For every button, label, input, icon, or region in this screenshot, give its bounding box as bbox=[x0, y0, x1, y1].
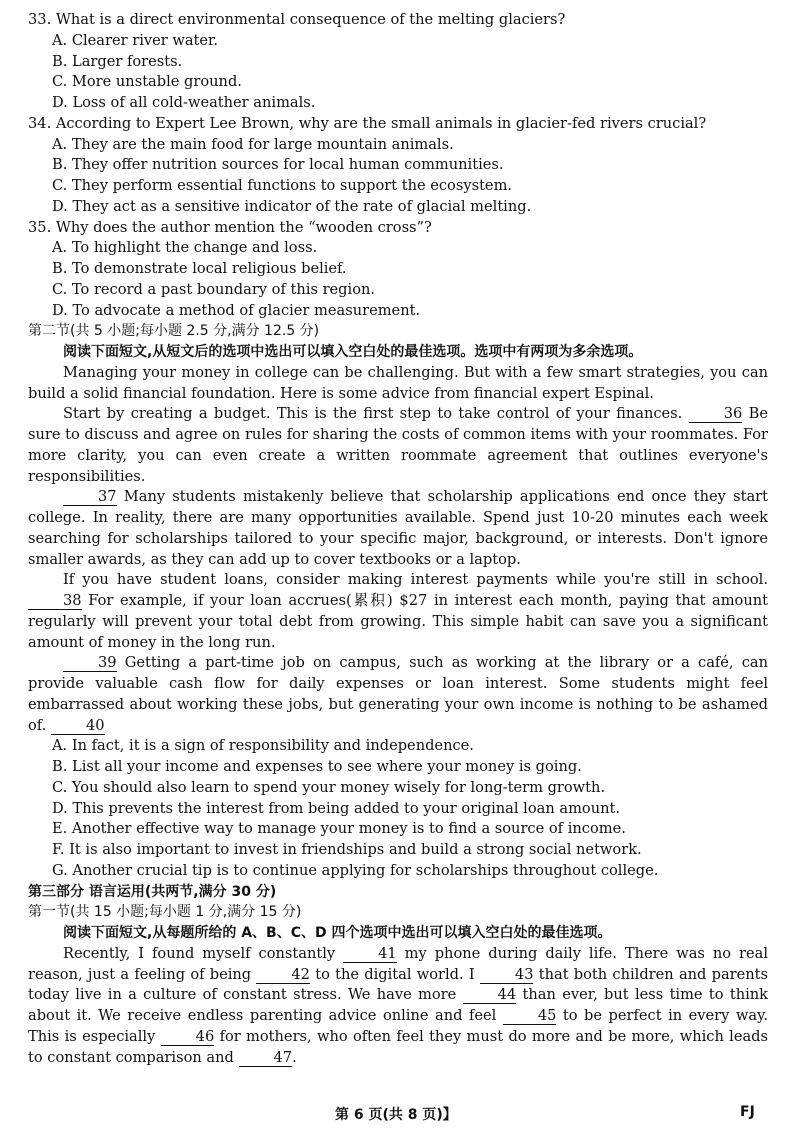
choice-f: F. It is also important to invest in friendships and build a strong social network. bbox=[52, 841, 642, 858]
paragraph-text: that both children and parents today live in a culture of constant stress. We have more bbox=[28, 965, 769, 1004]
answer-blank-43: 43 bbox=[480, 966, 534, 984]
cloze-paragraph bbox=[28, 944, 768, 1069]
choice-e: E. Another effective way to manage your money is to find a source of income. bbox=[52, 820, 626, 838]
option-b: B. To demonstrate local religious belief. bbox=[52, 260, 347, 277]
paper-code: FJ bbox=[740, 1104, 755, 1120]
paragraph-text: to be perfect in every way. This is especially bbox=[28, 1007, 769, 1045]
answer-blank-45: 45 bbox=[503, 1007, 557, 1025]
answer-blank-39: 39 bbox=[63, 654, 117, 672]
paragraph-text: Be sure to discuss and agree on rules for sharing the costs of common items with your roommates. For more clarity, you can even create a written roommate agreement that outlines everyone's responsibilities. bbox=[28, 405, 769, 485]
exam-page bbox=[28, 10, 768, 1068]
paragraph-text: Getting a part-time job on campus, such as working at the library or a café, can provide valuable cash flow for daily expenses or loan interest. Some students might feel embarrassed about working these jobs, but generating your own income is nothing to be ashamed of. bbox=[28, 654, 768, 734]
option-c: C. More unstable ground. bbox=[52, 73, 242, 91]
choice-b: B. List all your income and expenses to see where your money is going. bbox=[52, 758, 582, 775]
choice-d: D. This prevents the interest from being added to your original loan amount. bbox=[52, 799, 620, 817]
answer-blank-40: 40 bbox=[51, 717, 105, 735]
section-instruction: 阅读下面短文,从短文后的选项中选出可以填入空白处的最佳选项。选项中有两项为多余选项。 bbox=[63, 344, 643, 360]
choice-c: C. You should also learn to spend your money wisely for long-term growth. bbox=[52, 778, 606, 796]
page-number: 第 6 页(共 8 页)】 bbox=[335, 1107, 457, 1123]
paragraph-text: For example, if your loan accrues(累积) $27 in interest each month, paying that amount regularly will prevent your total debt from growing. This simple habit can save you a significant amount of money in the long run. bbox=[28, 592, 768, 651]
answer-blank-41: 41 bbox=[343, 945, 397, 963]
section-heading: 第一节(共 15 小题;每小题 1 分,满分 15 分) bbox=[28, 904, 302, 921]
paragraph-text: for mothers, who often feel they must do more and be more, which leads to constant comparison and bbox=[28, 1027, 769, 1066]
paragraph-text: Start by creating a budget. This is the first step to take control of your finances. bbox=[63, 405, 683, 423]
question-stem: 34. According to Expert Lee Brown, why are the small animals in glacier-fed rivers crucial? bbox=[28, 114, 707, 132]
paragraph-text: than ever, but less time to think about it. We receive endless parenting advice online and feel bbox=[28, 986, 769, 1024]
option-b: B. They offer nutrition sources for local human communities. bbox=[52, 156, 504, 174]
option-c: C. They perform essential functions to support the ecosystem. bbox=[52, 177, 513, 194]
paragraph-text: . bbox=[292, 1048, 297, 1066]
question-34 bbox=[28, 114, 768, 218]
option-a: A. To highlight the change and loss. bbox=[52, 239, 318, 257]
passage-paragraph bbox=[28, 653, 768, 736]
option-b: B. Larger forests. bbox=[52, 52, 183, 70]
choice-g: G. Another crucial tip is to continue applying for scholarships throughout college. bbox=[52, 861, 659, 879]
paragraph-text: If you have student loans, consider making interest payments while you're still in school. bbox=[63, 571, 768, 589]
option-d: D. To advocate a method of glacier measurement. bbox=[52, 301, 421, 319]
paragraph-text: Recently, I found myself constantly bbox=[63, 944, 336, 962]
option-d: D. Loss of all cold-weather animals. bbox=[52, 94, 316, 111]
question-33 bbox=[28, 10, 768, 114]
option-a: A. Clearer river water. bbox=[52, 31, 219, 49]
answer-blank-37: 37 bbox=[63, 488, 117, 506]
choice-a: A. In fact, it is a sign of responsibility and independence. bbox=[52, 737, 474, 755]
answer-blank-36: 36 bbox=[689, 405, 743, 423]
answer-blank-46: 46 bbox=[161, 1028, 215, 1046]
passage-paragraph: Managing your money in college can be challenging. But with a few smart strategies, you can build a solid financial foundation. Here is some advice from financial expert Espinal. bbox=[28, 363, 768, 402]
paragraph-text: to the digital world. I bbox=[315, 965, 475, 983]
passage-paragraph bbox=[28, 404, 768, 487]
answer-blank-38: 38 bbox=[28, 592, 82, 610]
answer-blank-47: 47 bbox=[239, 1049, 293, 1067]
section-heading: 第二节(共 5 小题;每小题 2.5 分,满分 12.5 分) bbox=[28, 323, 320, 340]
question-stem: 35. Why does the author mention the “wooden cross”? bbox=[28, 218, 432, 236]
part-heading: 第三部分 语言运用(共两节,满分 30 分) bbox=[28, 883, 277, 900]
answer-blank-42: 42 bbox=[256, 966, 310, 984]
question-35 bbox=[28, 218, 768, 322]
passage-paragraph bbox=[28, 487, 768, 570]
question-stem: 33. What is a direct environmental consequence of the melting glaciers? bbox=[28, 11, 566, 28]
answer-blank-44: 44 bbox=[463, 986, 517, 1004]
option-c: C. To record a past boundary of this region. bbox=[52, 280, 376, 298]
option-d: D. They act as a sensitive indicator of the rate of glacial melting. bbox=[52, 197, 532, 215]
choice-list bbox=[28, 736, 768, 881]
paragraph-text: my phone during daily life. There was no real reason, just a feeling of being bbox=[28, 944, 769, 983]
section-instruction: 阅读下面短文,从每题所给的 A、B、C、D 四个选项中选出可以填入空白处的最佳选项。 bbox=[63, 925, 612, 941]
paragraph-text: Many students mistakenly believe that scholarship applications end once they start college. In reality, there are many opportunities available. Spend just 10-20 minutes each week searching for scholarships tailored to your specific major, background, or interests. Don't ignore smaller awards, as they can add up to cover textbooks or a laptop. bbox=[28, 488, 768, 568]
passage-paragraph bbox=[28, 570, 768, 653]
option-a: A. They are the main food for large mountain animals. bbox=[52, 135, 454, 153]
